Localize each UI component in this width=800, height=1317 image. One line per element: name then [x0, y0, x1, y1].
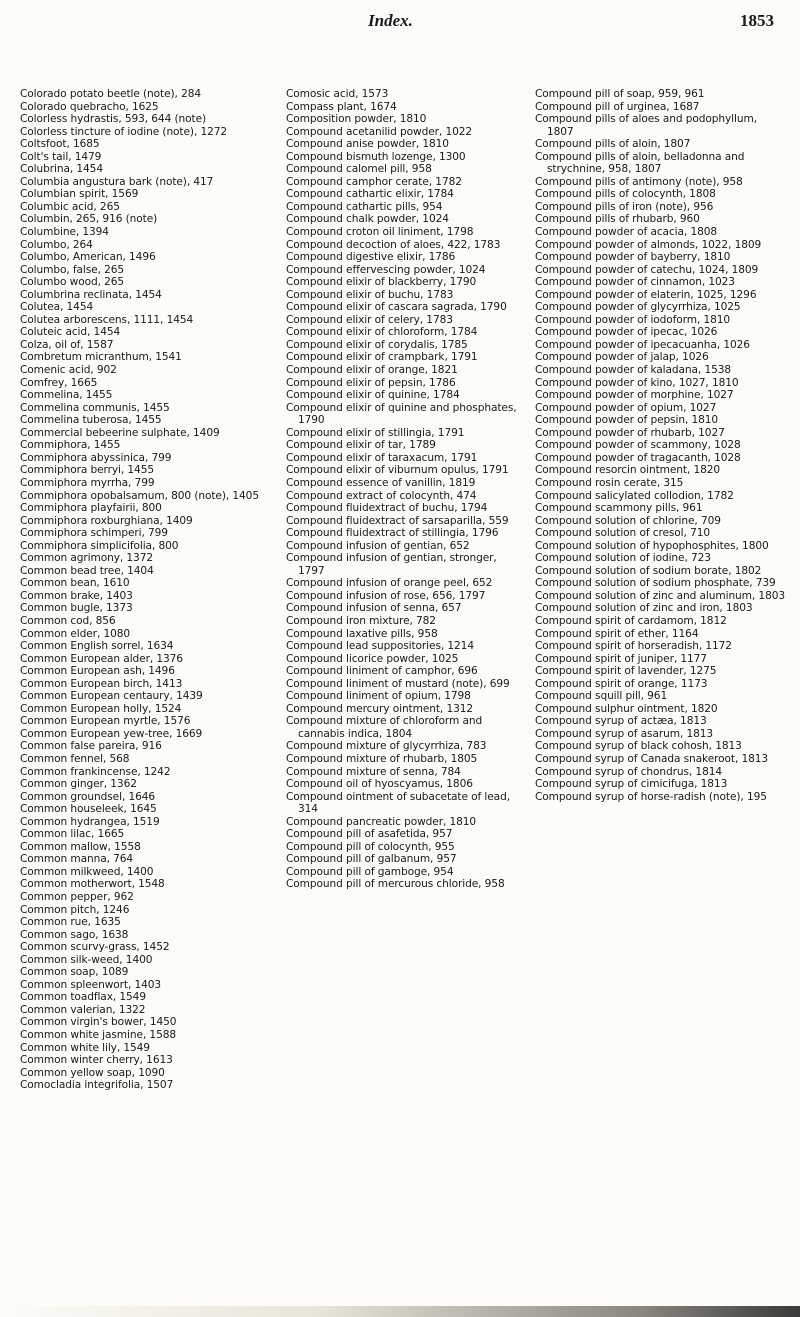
index-entry: Commiphora roxburghiana, 1409	[20, 514, 193, 527]
index-entry: Compound sulphur ointment, 1820	[535, 702, 718, 715]
index-entry: Compound pills of aloes and podophyllum, 1807	[535, 113, 757, 138]
index-entry: Compound elixir of quinine, 1784	[286, 389, 460, 402]
index-entry: Compound extract of colocynth, 474	[286, 489, 477, 502]
index-entry: Compound pill of gamboge, 954	[286, 865, 454, 878]
index-entry: Common European ash, 1496	[20, 665, 175, 678]
index-entry: Compound pills of iron (note), 956	[535, 200, 714, 213]
index-entry: Compound chalk powder, 1024	[286, 213, 449, 226]
index-entry: Compound syrup of chondrus, 1814	[535, 765, 722, 778]
index-entry: Compound powder of tragacanth, 1028	[535, 451, 741, 464]
index-entry: Compound fluidextract of buchu, 1794	[286, 502, 488, 515]
index-entry: Compound calomel pill, 958	[286, 163, 432, 176]
index-entry: Common silk-weed, 1400	[20, 953, 153, 966]
index-entry: Common soap, 1089	[20, 966, 129, 979]
index-entry: Common ginger, 1362	[20, 778, 137, 791]
index-entry: Compound powder of ipecac, 1026	[535, 326, 718, 339]
index-entry: Compass plant, 1674	[286, 100, 397, 113]
index-entry: Comfrey, 1665	[20, 376, 98, 389]
index-entry: Common pitch, 1246	[20, 903, 130, 916]
index-entry: Compound pills of rhubarb, 960	[535, 213, 700, 226]
index-entry: Colza, oil of, 1587	[20, 338, 114, 351]
index-entry: Compound elixir of celery, 1783	[286, 313, 453, 326]
index-entry: Compound elixir of cascara sagrada, 1790	[286, 301, 507, 314]
index-entry: Common fennel, 568	[20, 752, 130, 765]
index-entry: Common frankincense, 1242	[20, 765, 171, 778]
index-entry: Combretum micranthum, 1541	[20, 351, 182, 364]
index-entry: Compound iron mixture, 782	[286, 614, 436, 627]
index-entry: Common valerian, 1322	[20, 1003, 146, 1016]
index-entry: Compound infusion of rose, 656, 1797	[286, 589, 486, 602]
index-entry: Compound powder of glycyrrhiza, 1025	[535, 301, 741, 314]
index-entry: Compound ointment of subacetate of lead, 314	[286, 790, 510, 816]
index-entry: Common European holly, 1524	[20, 702, 182, 715]
index-entry: Compound pills of colocynth, 1808	[535, 188, 716, 201]
index-entry: Common bead tree, 1404	[20, 564, 154, 577]
index-entry: Compound salicylated collodion, 1782	[535, 489, 734, 502]
index-entry: Compound elixir of blackberry, 1790	[286, 276, 477, 289]
index-entry: Compound pill of urginea, 1687	[535, 100, 700, 113]
index-entry: Compound pancreatic powder, 1810	[286, 815, 477, 828]
index-entry: Compound powder of iodoform, 1810	[535, 313, 731, 326]
index-entry: Columbrina reclinata, 1454	[20, 288, 162, 301]
index-entry: Columbic acid, 265	[20, 200, 120, 213]
index-entry: Compound syrup of Canada snakeroot, 1813	[535, 752, 769, 765]
index-entry: Compound lead suppositories, 1214	[286, 640, 474, 653]
index-entry: Compound decoction of aloes, 422, 1783	[286, 238, 501, 251]
index-entry: Compound bismuth lozenge, 1300	[286, 150, 466, 163]
index-entry: Compound powder of rhubarb, 1027	[535, 426, 725, 439]
page-number: 1853	[740, 11, 774, 30]
index-entry: Common white lily, 1549	[20, 1041, 150, 1054]
index-entry: Compound acetanilid powder, 1022	[286, 125, 473, 138]
index-entry: Compound infusion of orange peel, 652	[286, 577, 493, 590]
index-entry: Common groundsel, 1646	[20, 790, 156, 803]
index-entry: Compound mixture of glycyrrhiza, 783	[286, 740, 487, 753]
index-entry: Compound powder of catechu, 1024, 1809	[535, 263, 759, 276]
index-entry: Compound pill of galbanum, 957	[286, 853, 457, 866]
index-entry: Compound liniment of camphor, 696	[286, 665, 478, 678]
index-entry: Compound pill of colocynth, 955	[286, 840, 455, 853]
index-entry: Compound fluidextract of stillingia, 1796	[286, 527, 499, 540]
page-edge-shadow	[0, 1306, 800, 1317]
index-entry: Compound effervescing powder, 1024	[286, 263, 486, 276]
index-entry: Common rue, 1635	[20, 916, 121, 929]
index-entry: Common winter cherry, 1613	[20, 1054, 173, 1067]
index-entry: Common European centaury, 1439	[20, 690, 203, 703]
index-entry: Colorado quebracho, 1625	[20, 100, 159, 113]
index-entry: Compound syrup of actæa, 1813	[535, 715, 707, 728]
index-entry: Compound powder of almonds, 1022, 1809	[535, 238, 762, 251]
index-entry: Compound infusion of senna, 657	[286, 602, 462, 615]
index-entry: Common milkweed, 1400	[20, 865, 154, 878]
index-entry: Comosic acid, 1573	[286, 88, 389, 100]
index-entry: Compound powder of bayberry, 1810	[535, 251, 731, 264]
index-entry: Compound pills of aloin, 1807	[535, 138, 691, 151]
index-entry: Compound syrup of asarum, 1813	[535, 727, 714, 740]
index-entry: Columbin, 265, 916 (note)	[20, 213, 158, 226]
index-entry: Columbia angustura bark (note), 417	[20, 175, 214, 188]
index-entry: Commelina, 1455	[20, 389, 113, 402]
index-entry: Compound liniment of opium, 1798	[286, 690, 471, 703]
index-entry: Coltsfoot, 1685	[20, 138, 100, 151]
index-entry: Compound spirit of horseradish, 1172	[535, 640, 732, 653]
index-entry: Compound elixir of chloroform, 1784	[286, 326, 478, 339]
index-entry: Commiphora playfairii, 800	[20, 502, 162, 515]
index-entry: Columbian spirit, 1569	[20, 188, 139, 201]
index-entry: Compound pill of mercurous chloride, 958	[286, 878, 505, 891]
index-entry: Compound syrup of horse-radish (note), 195	[535, 790, 767, 803]
index-entry: Compound elixir of buchu, 1783	[286, 288, 454, 301]
index-entry: Columbo, false, 265	[20, 263, 125, 276]
index-entry: Commelina tuberosa, 1455	[20, 414, 162, 427]
index-entry: Compound elixir of orange, 1821	[286, 364, 458, 377]
index-entry: Common toadflax, 1549	[20, 991, 146, 1004]
index-entry: Compound fluidextract of sarsaparilla, 559	[286, 514, 509, 527]
index-entry: Columbo, 264	[20, 238, 93, 251]
index-entry: Compound powder of jalap, 1026	[535, 351, 709, 364]
index-entry: Compound powder of opium, 1027	[535, 401, 717, 414]
index-entry: Compound laxative pills, 958	[286, 627, 438, 640]
index-entry: Common English sorrel, 1634	[20, 640, 174, 653]
index-entry: Common hydrangea, 1519	[20, 815, 160, 828]
index-entry: Common agrimony, 1372	[20, 552, 153, 565]
index-entry: Compound spirit of ether, 1164	[535, 627, 699, 640]
index-entry: Colubrina, 1454	[20, 163, 103, 176]
index-entry: Common white jasmine, 1588	[20, 1029, 176, 1042]
index-entry: Compound mixture of chloroform and cannabis indica, 1804	[286, 715, 483, 740]
index-entry: Comenic acid, 902	[20, 364, 117, 377]
index-column-2	[286, 88, 526, 891]
index-entry: Compound mixture of rhubarb, 1805	[286, 752, 478, 765]
page-header	[0, 0, 800, 40]
index-entry: Compound elixir of crampbark, 1791	[286, 351, 478, 364]
index-entry: Compound solution of chlorine, 709	[535, 514, 721, 527]
index-entry: Compound powder of kino, 1027, 1810	[535, 376, 739, 389]
index-entry: Compound solution of sodium phosphate, 739	[535, 577, 776, 590]
index-entry: Colorless tincture of iodine (note), 1272	[20, 125, 228, 138]
index-entry: Compound digestive elixir, 1786	[286, 251, 456, 264]
index-entry: Common scurvy-grass, 1452	[20, 941, 170, 954]
index-entry: Colutea arborescens, 1111, 1454	[20, 313, 194, 326]
index-entry: Compound spirit of juniper, 1177	[535, 652, 707, 665]
index-entry: Colorless hydrastis, 593, 644 (note)	[20, 113, 207, 126]
index-entry: Compound powder of scammony, 1028	[535, 439, 741, 452]
index-entry: Commiphora, 1455	[20, 439, 121, 452]
index-entry: Compound essence of vanillin, 1819	[286, 476, 476, 489]
index-entry: Commiphora abyssinica, 799	[20, 451, 172, 464]
index-entry: Compound rosin cerate, 315	[535, 476, 684, 489]
index-entry: Compound scammony pills, 961	[535, 502, 703, 515]
index-entry: Compound anise powder, 1810	[286, 138, 449, 151]
index-entry: Compound powder of pepsin, 1810	[535, 414, 719, 427]
index-entry: Compound solution of zinc and aluminum, 1803	[535, 589, 785, 602]
index-entry: Compound solution of sodium borate, 1802	[535, 564, 762, 577]
index-entry: Compound cathartic elixir, 1784	[286, 188, 454, 201]
index-entry: Compound syrup of black cohosh, 1813	[535, 740, 742, 753]
index-entry: Compound resorcin ointment, 1820	[535, 464, 721, 477]
index-entry: Compound pills of antimony (note), 958	[535, 175, 743, 188]
index-entry: Compound elixir of stillingia, 1791	[286, 426, 465, 439]
index-entry: Columbo wood, 265	[20, 276, 125, 289]
index-entry: Compound elixir of viburnum opulus, 1791	[286, 464, 509, 477]
index-entry: Common bean, 1610	[20, 577, 130, 590]
index-entry: Compound powder of morphine, 1027	[535, 389, 734, 402]
index-entry: Common virgin's bower, 1450	[20, 1016, 177, 1029]
index-entry: Common bugle, 1373	[20, 602, 133, 615]
index-entry: Compound pill of soap, 959, 961	[535, 88, 705, 100]
index-entry: Compound powder of ipecacuanha, 1026	[535, 338, 750, 351]
index-entry: Compound elixir of corydalis, 1785	[286, 338, 468, 351]
index-entry: Commercial bebeerine sulphate, 1409	[20, 426, 220, 439]
index-column-1	[20, 88, 260, 1092]
index-entry: Common European birch, 1413	[20, 677, 183, 690]
index-entry: Compound elixir of tar, 1789	[286, 439, 436, 452]
index-entry: Commiphora schimperi, 799	[20, 527, 168, 540]
index-entry: Commiphora simplicifolia, 800	[20, 539, 179, 552]
index-entry: Compound licorice powder, 1025	[286, 652, 459, 665]
index-column-3	[535, 88, 785, 803]
index-entry: Compound infusion of gentian, 652	[286, 539, 470, 552]
index-entry: Compound elixir of quinine and phosphates, 1790	[286, 401, 517, 427]
index-entry: Compound elixir of taraxacum, 1791	[286, 451, 478, 464]
index-entry: Compound oil of hyoscyamus, 1806	[286, 778, 473, 791]
page-title: Index.	[368, 11, 413, 30]
index-entry: Compound mixture of senna, 784	[286, 765, 461, 778]
index-entry: Compound mercury ointment, 1312	[286, 702, 474, 715]
index-entry: Compound powder of cinnamon, 1023	[535, 276, 735, 289]
index-entry: Common mallow, 1558	[20, 840, 141, 853]
index-entry: Compound solution of iodine, 723	[535, 552, 711, 565]
index-entry: Common European yew-tree, 1669	[20, 727, 203, 740]
index-entry: Common spleenwort, 1403	[20, 978, 162, 991]
index-entry: Common cod, 856	[20, 614, 116, 627]
index-entry: Columbine, 1394	[20, 226, 109, 239]
index-entry: Common sago, 1638	[20, 928, 129, 941]
index-entry: Compound croton oil liniment, 1798	[286, 226, 474, 239]
index-entry: Compound solution of cresol, 710	[535, 527, 710, 540]
index-entry: Compound pills of aloin, belladonna and strychnine, 958, 1807	[535, 150, 745, 176]
index-entry: Compound pill of asafetida, 957	[286, 828, 453, 841]
index-entry: Colt's tail, 1479	[20, 150, 102, 163]
index-entry: Common houseleek, 1645	[20, 803, 157, 816]
index-entry: Common elder, 1080	[20, 627, 131, 640]
index-entry: Compound elixir of pepsin, 1786	[286, 376, 456, 389]
index-entry: Compound liniment of mustard (note), 699	[286, 677, 510, 690]
index-entry: Compound cathartic pills, 954	[286, 200, 443, 213]
index-entry: Columbo, American, 1496	[20, 251, 156, 264]
index-entry: Compound solution of zinc and iron, 1803	[535, 602, 753, 615]
index-entry: Common European myrtle, 1576	[20, 715, 191, 728]
index-entry: Common motherwort, 1548	[20, 878, 165, 891]
index-entry: Compound solution of hypophosphites, 1800	[535, 539, 769, 552]
index-entry: Commiphora opobalsamum, 800 (note), 1405	[20, 489, 259, 502]
index-entry: Composition powder, 1810	[286, 113, 427, 126]
index-entry: Common European alder, 1376	[20, 652, 183, 665]
index-entry: Compound camphor cerate, 1782	[286, 175, 462, 188]
index-entry: Common false pareira, 916	[20, 740, 162, 753]
index-entry: Compound squill pill, 961	[535, 690, 668, 703]
index-entry: Compound infusion of gentian, stronger, 1797	[286, 552, 497, 577]
index-entry: Common manna, 764	[20, 853, 134, 866]
index-entry: Comocladia integrifolia, 1507	[20, 1079, 174, 1092]
index-entry: Common pepper, 962	[20, 891, 134, 903]
index-entry: Common lilac, 1665	[20, 828, 125, 841]
index-entry: Compound powder of acacia, 1808	[535, 226, 718, 239]
index-entry: Compound spirit of lavender, 1275	[535, 665, 717, 678]
index-entry: Common brake, 1403	[20, 589, 133, 602]
index-entry: Compound powder of elaterin, 1025, 1296	[535, 288, 757, 301]
index-entry: Coluteic acid, 1454	[20, 326, 121, 339]
index-entry: Colutea, 1454	[20, 301, 94, 314]
index-entry: Commiphora berryi, 1455	[20, 464, 154, 477]
index-entry: Commiphora myrrha, 799	[20, 476, 155, 489]
index-entry: Common yellow soap, 1090	[20, 1066, 165, 1079]
index-entry: Colorado potato beetle (note), 284	[20, 88, 202, 100]
index-entry: Compound spirit of orange, 1173	[535, 677, 708, 690]
index-entry: Compound powder of kaladana, 1538	[535, 364, 732, 377]
index-entry: Commelina communis, 1455	[20, 401, 170, 414]
index-entry: Compound spirit of cardamom, 1812	[535, 614, 727, 627]
index-entry: Compound syrup of cimicifuga, 1813	[535, 778, 728, 791]
